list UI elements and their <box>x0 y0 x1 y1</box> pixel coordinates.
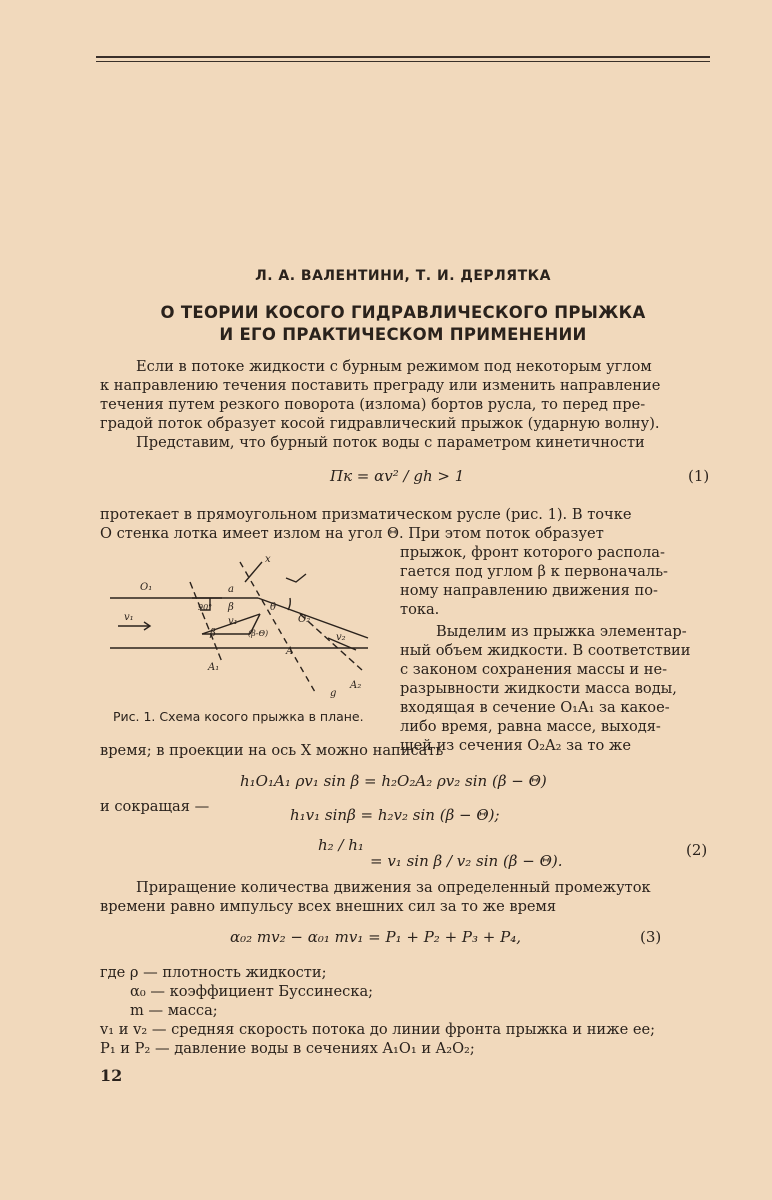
paragraph-5 <box>100 878 710 916</box>
theta-arc <box>288 598 290 610</box>
text-line: Выделим из прыжка элементар- <box>436 623 687 640</box>
and-reducing-text: и сокращая — <box>100 798 210 815</box>
equation-reduced: h₁v₁ sinβ = h₂v₂ sin (β − Θ); <box>290 806 500 824</box>
text-line: Приращение количества движения за определенный промежуток <box>136 879 651 896</box>
text-line: щей из сечения O₂A₂ за то же <box>400 737 631 754</box>
equation-2-lhs: h₂ / h₁ <box>318 836 364 854</box>
text-line: к направлению течения поставить преграду или изменить направление <box>100 377 661 394</box>
section-o1a1 <box>190 582 222 662</box>
definitions-list <box>100 963 712 1058</box>
authors: Л. А. ВАЛЕНТИНИ, Т. И. ДЕРЛЯТКА <box>255 268 551 284</box>
label-a: a <box>228 584 234 595</box>
title-line: О ТЕОРИИ КОСОГО ГИДРАВЛИЧЕСКОГО ПРЫЖКА <box>160 303 646 322</box>
label-theta: θ <box>270 602 277 613</box>
page-number: 12 <box>100 1066 123 1085</box>
label-beta-2: β <box>210 628 216 639</box>
paragraph-4-continued: время; в проекции на ось X можно написать <box>100 742 444 759</box>
jump-front-line <box>240 562 315 692</box>
definition-item: где ρ — плотность жидкости; <box>100 964 327 981</box>
x-axis <box>245 562 262 582</box>
label-beta-minus-theta: (β-Θ) <box>248 629 269 638</box>
text-line: ный объем жидкости. В соответствии <box>400 642 691 659</box>
label-a1: A₁ <box>208 662 220 673</box>
label-a2: A₂ <box>350 680 362 691</box>
label-A: A <box>286 646 294 657</box>
text-line: Если в потоке жидкости с бурным режимом под некоторым углом <box>136 358 652 375</box>
wall-mark <box>286 574 306 582</box>
label-o2: O₂ <box>298 614 311 625</box>
paragraph-3 <box>100 505 710 543</box>
text-line: тока. <box>400 601 440 618</box>
label-90deg: 90° <box>198 603 213 612</box>
label-v2: v₂ <box>336 632 346 643</box>
label-vt: v₁ <box>228 616 238 627</box>
text-line: либо время, равна массе, выходя- <box>400 718 661 735</box>
equation-2-rhs: = v₁ sin β / v₂ sin (β − Θ). <box>370 852 563 870</box>
equation-1: Пк = αv² / gh > 1 <box>330 467 465 485</box>
paragraph-4-right <box>400 622 710 755</box>
equation-2-number: (2) <box>686 841 708 859</box>
definition-item: v₁ и v₂ — средняя скорость потока до линии фронта прыжка и ниже ее; <box>100 1021 656 1038</box>
equation-3-number: (3) <box>640 928 662 946</box>
text-line: ному направлению движения по- <box>400 582 658 599</box>
label-o1: O₁ <box>140 582 153 593</box>
text-line: O стенка лотка имеет излом на угол Θ. При этом поток образует <box>100 525 604 542</box>
label-v1: v₁ <box>124 612 134 623</box>
article-title <box>96 302 710 346</box>
equation-1-number: (1) <box>688 467 710 485</box>
figure-caption: Рис. 1. Схема косого прыжка в плане. <box>113 709 364 724</box>
text-line: с законом сохранения массы и не- <box>400 661 668 678</box>
text-line: градой поток образует косой гидравлический прыжок (ударную волну). <box>100 415 660 432</box>
paragraph-3-right <box>400 543 710 619</box>
text-line: времени равно импульсу всех внешних сил за то же время <box>100 898 557 915</box>
text-line: протекает в прямоугольном призматическом русле (рис. 1). В точке <box>100 506 632 523</box>
label-g: g <box>330 688 337 699</box>
text-line: гается под углом β к первоначаль- <box>400 563 668 580</box>
definition-item: P₁ и P₂ — давление воды в сечениях A₁O₁ и A₂O₂; <box>100 1040 475 1057</box>
header-rule <box>96 56 710 58</box>
definition-item: α₀ — коэффициент Буссинеска; <box>130 983 374 1000</box>
text-line: входящая в сечение O₁A₁ за какое- <box>400 699 670 716</box>
figure-1-diagram <box>110 552 390 702</box>
text-line: прыжок, фронт которого распола- <box>400 544 665 561</box>
title-line: И ЕГО ПРАКТИЧЕСКОМ ПРИМЕНЕНИИ <box>219 325 587 344</box>
equation-mass: h₁O₁A₁ ρv₁ sin β = h₂O₂A₂ ρv₂ sin (β − Θ) <box>240 772 547 790</box>
text-line: течения путем резкого поворота (излома) бортов русла, то перед пре- <box>100 396 646 413</box>
header-rule-thin <box>96 61 710 62</box>
equation-3: α₀₂ mv₂ − α₀₁ mv₁ = P₁ + P₂ + P₃ + P₄, <box>230 928 521 946</box>
paragraph-2: Представим, что бурный поток воды с параметром кинетичности <box>136 434 645 451</box>
definition-item: m — масса; <box>130 1002 218 1019</box>
text-line: разрывности жидкости масса воды, <box>400 680 677 697</box>
label-x: x <box>265 554 271 565</box>
paragraph-1 <box>100 357 710 433</box>
label-beta: β <box>228 602 234 613</box>
